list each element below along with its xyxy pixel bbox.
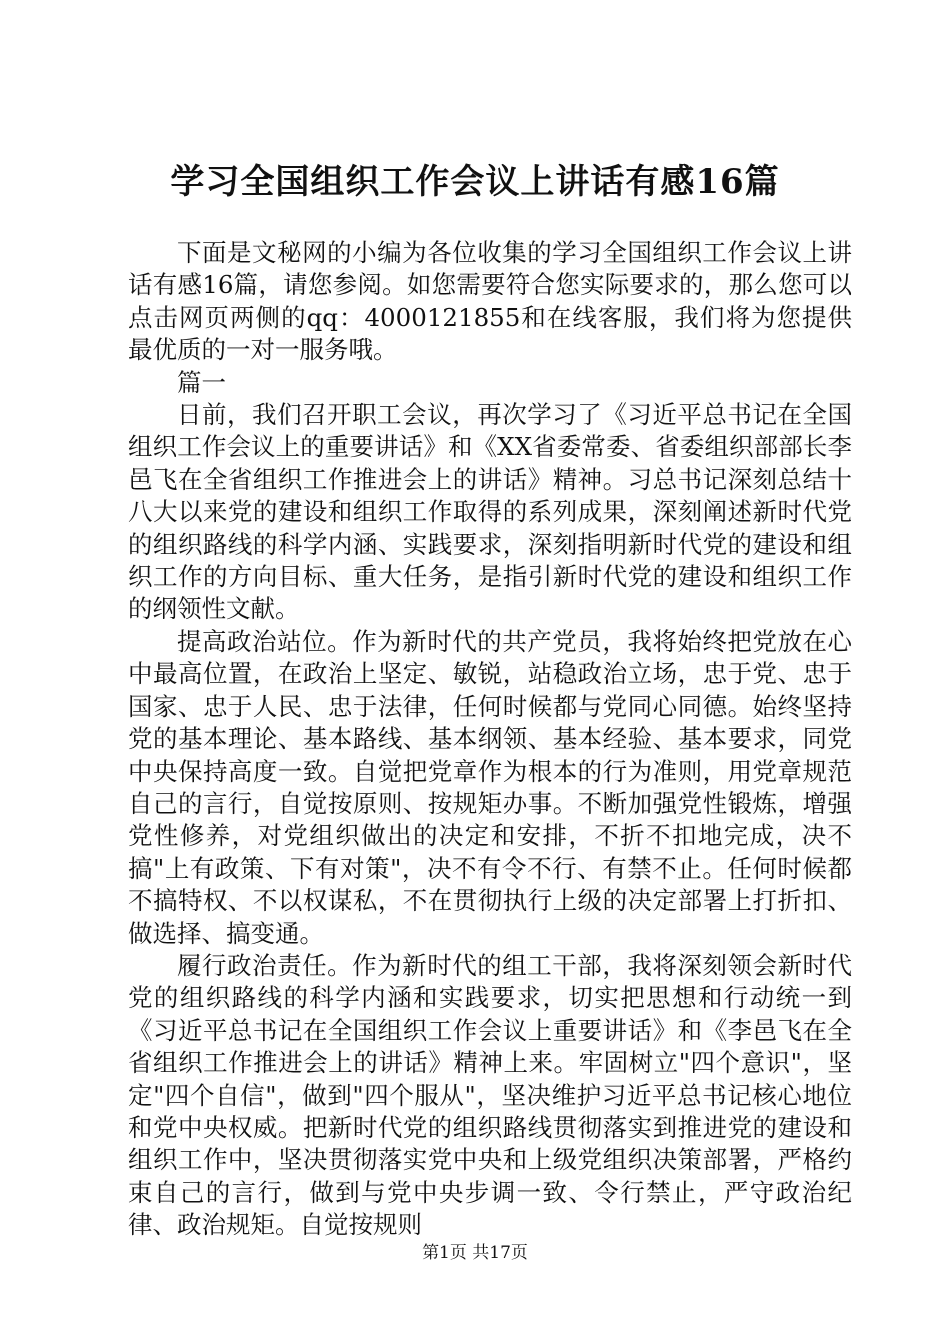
intro-paragraph: 下面是文秘网的小编为各位收集的学习全国组织工作会议上讲话有感16篇，请您参阅。如您需要符合您实际要求的，那么您可以点击网页两侧的qq：4000121855和在线客服，我们将为您提供最优质的一对一服务哦。 xyxy=(128,238,852,365)
body-paragraph: 履行政治责任。作为新时代的组工干部，我将深刻领会新时代党的组织路线的科学内涵和实践要求，切实把思想和行动统一到《习近平总书记在全国组织工作会议上重要讲话》和《李邑飞在全省组织工作推进会上的讲话》精神上来。牢固树立"四个意识"，坚定"四个自信"，做到"四个服从"，坚决维护习近平总书记核心地位和党中央权威。把新时代党的组织路线贯彻落实到推进党的建设和组织工作中，坚决贯彻落实党中央和上级党组织决策部署，严格约束自己的言行，做到与党中央步调一致、令行禁止，严守政治纪律、政治规矩。自觉按规则 xyxy=(128,950,852,1240)
body-paragraph: 提高政治站位。作为新时代的共产党员，我将始终把党放在心中最高位置，在政治上坚定、敏锐，站稳政治立场，忠于党、忠于国家、忠于人民、忠于法律，任何时候都与党同心同德。始终坚持党的基本理论、基本路线、基本纲领、基本经验、基本要求，同党中央保持高度一致。自觉把党章作为根本的行为准则，用党章规范自己的言行，自觉按原则、按规矩办事。不断加强党性锻炼，增强党性修养，对党组织做出的决定和安排，不折不扣地完成，决不搞"上有政策、下有对策"，决不有令不行、有禁不止。任何时候都不搞特权、不以权谋私，不在贯彻执行上级的决定部署上打折扣、做选择、搞变通。 xyxy=(128,626,852,948)
section-heading: 篇一 xyxy=(177,367,226,397)
page-footer: 第1页 共17页 xyxy=(422,1243,528,1263)
body-paragraph: 日前，我们召开职工会议，再次学习了《习近平总书记在全国组织工作会议上的重要讲话》和《XX省委常委、省委组织部部长李邑飞在全省组织工作推进会上的讲话》精神。习总书记深刻总结十八大以来党的建设和组织工作取得的系列成果，深刻阐述新时代党的组织路线的科学内涵、实践要求，深刻指明新时代党的建设和组织工作的方向目标、重大任务，是指引新时代党的建设和组织工作的纲领性文献。 xyxy=(128,400,852,624)
document-body xyxy=(128,237,852,1242)
document-title: 学习全国组织工作会议上讲话有感16篇 xyxy=(170,162,780,202)
